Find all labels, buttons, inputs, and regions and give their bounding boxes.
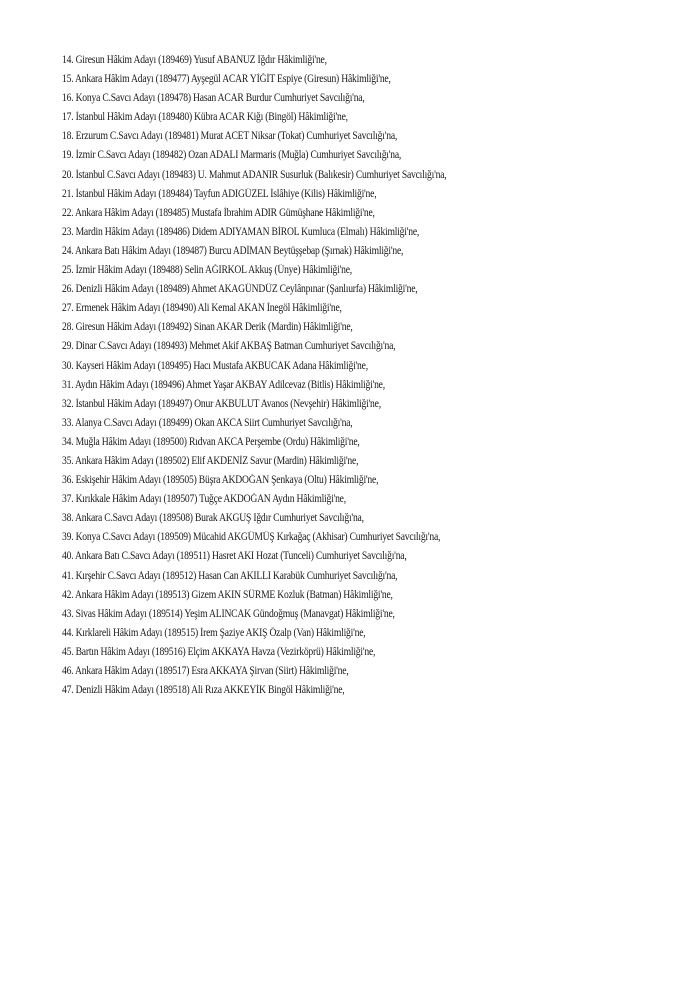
appointment-entry: 28. Giresun Hâkim Adayı (189492) Sinan AKAR Derik (Mardin) Hâkimliği'ne, xyxy=(62,321,353,334)
appointment-entry: 44. Kırklareli Hâkim Adayı (189515) İrem Şaziye AKIŞ Özalp (Van) Hâkimliği'ne, xyxy=(62,626,366,639)
appointment-entry: 22. Ankara Hâkim Adayı (189485) Mustafa İbrahim ADIR Gümüşhane Hâkimliği'ne, xyxy=(62,206,375,219)
appointment-entry: 45. Bartın Hâkim Adayı (189516) Elçim AKKAYA Havza (Vezirköprü) Hâkimliği'ne, xyxy=(62,645,376,658)
appointment-entry: 18. Erzurum C.Savcı Adayı (189481) Murat ACET Niksar (Tokat) Cumhuriyet Savcılığı'na, xyxy=(62,130,398,143)
appointment-entry: 26. Denizli Hâkim Adayı (189489) Ahmet AKAGÜNDÜZ Ceylânpınar (Şanlıurfa) Hâkimliği'ne, xyxy=(62,283,418,296)
appointment-entry: 34. Muğla Hâkim Adayı (189500) Rıdvan AKCA Perşembe (Ordu) Hâkimliği'ne, xyxy=(62,435,360,448)
appointment-entry: 30. Kayseri Hâkim Adayı (189495) Hacı Mustafa AKBUCAK Adana Hâkimliği'ne, xyxy=(62,359,368,372)
appointment-entry: 15. Ankara Hâkim Adayı (189477) Ayşegül ACAR YİĞİT Espiye (Giresun) Hâkimliği'ne, xyxy=(62,73,391,86)
appointment-entry: 14. Giresun Hâkim Adayı (189469) Yusuf ABANUZ Iğdır Hâkimliği'ne, xyxy=(62,54,327,66)
appointment-list xyxy=(62,51,662,700)
appointment-entry: 20. İstanbul C.Savcı Adayı (189483) U. Mahmut ADANIR Susurluk (Balıkesir) Cumhuriyet Savcılığı'na, xyxy=(62,168,447,181)
appointment-entry: 24. Ankara Batı Hâkim Adayı (189487) Burcu ADİMAN Beytüşşebap (Şırnak) Hâkimliği'ne, xyxy=(62,244,404,257)
appointment-entry: 39. Konya C.Savcı Adayı (189509) Mücahid AKGÜMÜŞ Kırkağaç (Akhisar) Cumhuriyet Savcılığı'na, xyxy=(62,531,441,544)
appointment-entry: 16. Konya C.Savcı Adayı (189478) Hasan ACAR Burdur Cumhuriyet Savcılığı'na, xyxy=(62,92,365,105)
appointment-entry: 46. Ankara Hâkim Adayı (189517) Esra AKKAYA Şirvan (Siirt) Hâkimliği'ne, xyxy=(62,665,349,677)
appointment-entry: 27. Ermenek Hâkim Adayı (189490) Ali Kemal AKAN İnegöl Hâkimliği'ne, xyxy=(62,302,342,315)
appointment-entry: 19. İzmir C.Savcı Adayı (189482) Ozan ADALI Marmaris (Muğla) Cumhuriyet Savcılığı'na, xyxy=(62,149,402,162)
appointment-entry: 38. Ankara C.Savcı Adayı (189508) Burak AKGUŞ Iğdır Cumhuriyet Savcılığı'na, xyxy=(62,512,364,525)
appointment-entry: 17. İstanbul Hâkim Adayı (189480) Kübra ACAR Kiğı (Bingöl) Hâkimliği'ne, xyxy=(62,111,348,124)
appointment-entry: 42. Ankara Hâkim Adayı (189513) Gizem AKIN SÜRME Kozluk (Batman) Hâkimliği'ne, xyxy=(62,588,393,601)
appointment-entry: 36. Eskişehir Hâkim Adayı (189505) Büşra AKDOĞAN Şenkaya (Oltu) Hâkimliği'ne, xyxy=(62,474,379,487)
appointment-entry: 29. Dinar C.Savcı Adayı (189493) Mehmet Akif AKBAŞ Batman Cumhuriyet Savcılığı'na, xyxy=(62,340,396,353)
appointment-entry: 25. İzmir Hâkim Adayı (189488) Selin AĞIRKOL Akkuş (Ünye) Hâkimliği'ne, xyxy=(62,264,352,277)
appointment-entry: 23. Mardin Hâkim Adayı (189486) Didem ADIYAMAN BİROL Kumluca (Elmalı) Hâkimliği'ne, xyxy=(62,225,420,238)
appointment-entry: 33. Alanya C.Savcı Adayı (189499) Okan AKCA Siirt Cumhuriyet Savcılığı'na, xyxy=(62,416,353,429)
appointment-entry: 35. Ankara Hâkim Adayı (189502) Elif AKDENİZ Savur (Mardin) Hâkimliği'ne, xyxy=(62,454,359,467)
appointment-entry: 43. Sivas Hâkim Adayı (189514) Yeşim ALINCAK Gündoğmuş (Manavgat) Hâkimliği'ne, xyxy=(62,607,395,620)
appointment-entry: 32. İstanbul Hâkim Adayı (189497) Onur AKBULUT Avanos (Nevşehir) Hâkimliği'ne, xyxy=(62,397,381,410)
appointment-entry: 40. Ankara Batı C.Savcı Adayı (189511) Hasret AKI Hozat (Tunceli) Cumhuriyet Savcılığı'na, xyxy=(62,550,407,563)
appointment-entry: 47. Denizli Hâkim Adayı (189518) Ali Rıza AKKEYİK Bingöl Hâkimliği'ne, xyxy=(62,684,345,697)
appointment-entry: 41. Kırşehir C.Savcı Adayı (189512) Hasan Can AKILLI Karabük Cumhuriyet Savcılığı'na, xyxy=(62,569,398,582)
appointment-entry: 37. Kırıkkale Hâkim Adayı (189507) Tuğçe AKDOĞAN Aydın Hâkimliği'ne, xyxy=(62,493,346,506)
appointment-entry: 31. Aydın Hâkim Adayı (189496) Ahmet Yaşar AKBAY Adilcevaz (Bitlis) Hâkimliği'ne, xyxy=(62,378,385,391)
appointment-entry: 21. İstanbul Hâkim Adayı (189484) Tayfun ADIGÜZEL İslâhiye (Kilis) Hâkimliği'ne, xyxy=(62,187,377,200)
